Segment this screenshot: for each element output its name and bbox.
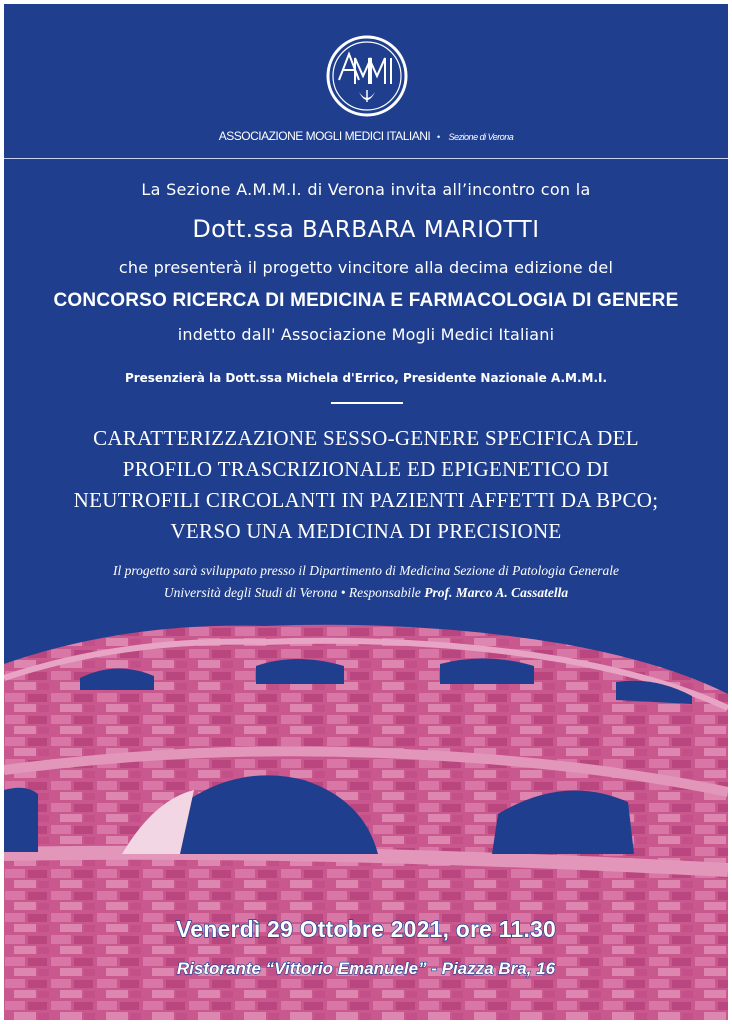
association-line <box>4 129 728 143</box>
title-line: PROFILO TRASCRIZIONALE ED EPIGENETICO DI <box>122 457 610 481</box>
department-line: Il progetto sarà sviluppato presso il Dipartimento di Medicina Sezione di Patologia Generale <box>113 563 619 578</box>
separator-dot: • <box>437 132 440 142</box>
section-name: Sezione di Verona <box>448 132 514 142</box>
event-date: Venerdì 29 Ottobre 2021, ore 11.30 <box>175 916 557 942</box>
speaker-fullname: BARBARA MARIOTTI <box>302 217 540 243</box>
event-venue: Ristorante “Vittorio Emanuele” - Piazza Bra, 16 <box>176 959 556 978</box>
presence-note: Presenzierà la Dott.ssa Michela d'Errico, Presidente Nazionale A.M.M.I. <box>124 371 608 385</box>
organizer-line: indetto dall' Associazione Mogli Medici Italiani <box>177 325 555 344</box>
header-divider <box>4 158 728 159</box>
contest-name: CONCORSO RICERCA DI MEDICINA E FARMACOLOGIA DI GENERE <box>53 290 679 311</box>
separator-dot: • <box>340 585 346 600</box>
presentation-line: che presenterà il progetto vincitore alla decima edizione del <box>118 258 614 277</box>
responsible-name: Prof. Marco A. Cassatella <box>424 585 569 600</box>
university-name: Università degli Studi di Verona <box>163 585 338 600</box>
title-line: VERSO UNA MEDICINA DI PRECISIONE <box>170 519 562 543</box>
event-poster <box>4 4 728 1020</box>
project-details <box>4 560 728 604</box>
responsible-label: Responsabile <box>348 585 421 600</box>
speaker-title: Dott.ssa <box>192 215 295 243</box>
title-line: NEUTROFILI CIRCOLANTI IN PAZIENTI AFFETTI DA BPCO; <box>73 488 659 512</box>
arena-image <box>4 604 728 1020</box>
center-divider <box>331 402 403 404</box>
project-title <box>4 423 728 547</box>
invite-line: La Sezione A.M.M.I. di Verona invita all’incontro con la <box>141 180 591 199</box>
ammi-logo <box>325 34 409 118</box>
university-line <box>4 582 728 604</box>
title-line: CARATTERIZZAZIONE SESSO-GENERE SPECIFICA DEL <box>93 426 639 450</box>
association-name: ASSOCIAZIONE MOGLI MEDICI ITALIANI <box>218 129 431 143</box>
speaker-name <box>4 215 728 243</box>
